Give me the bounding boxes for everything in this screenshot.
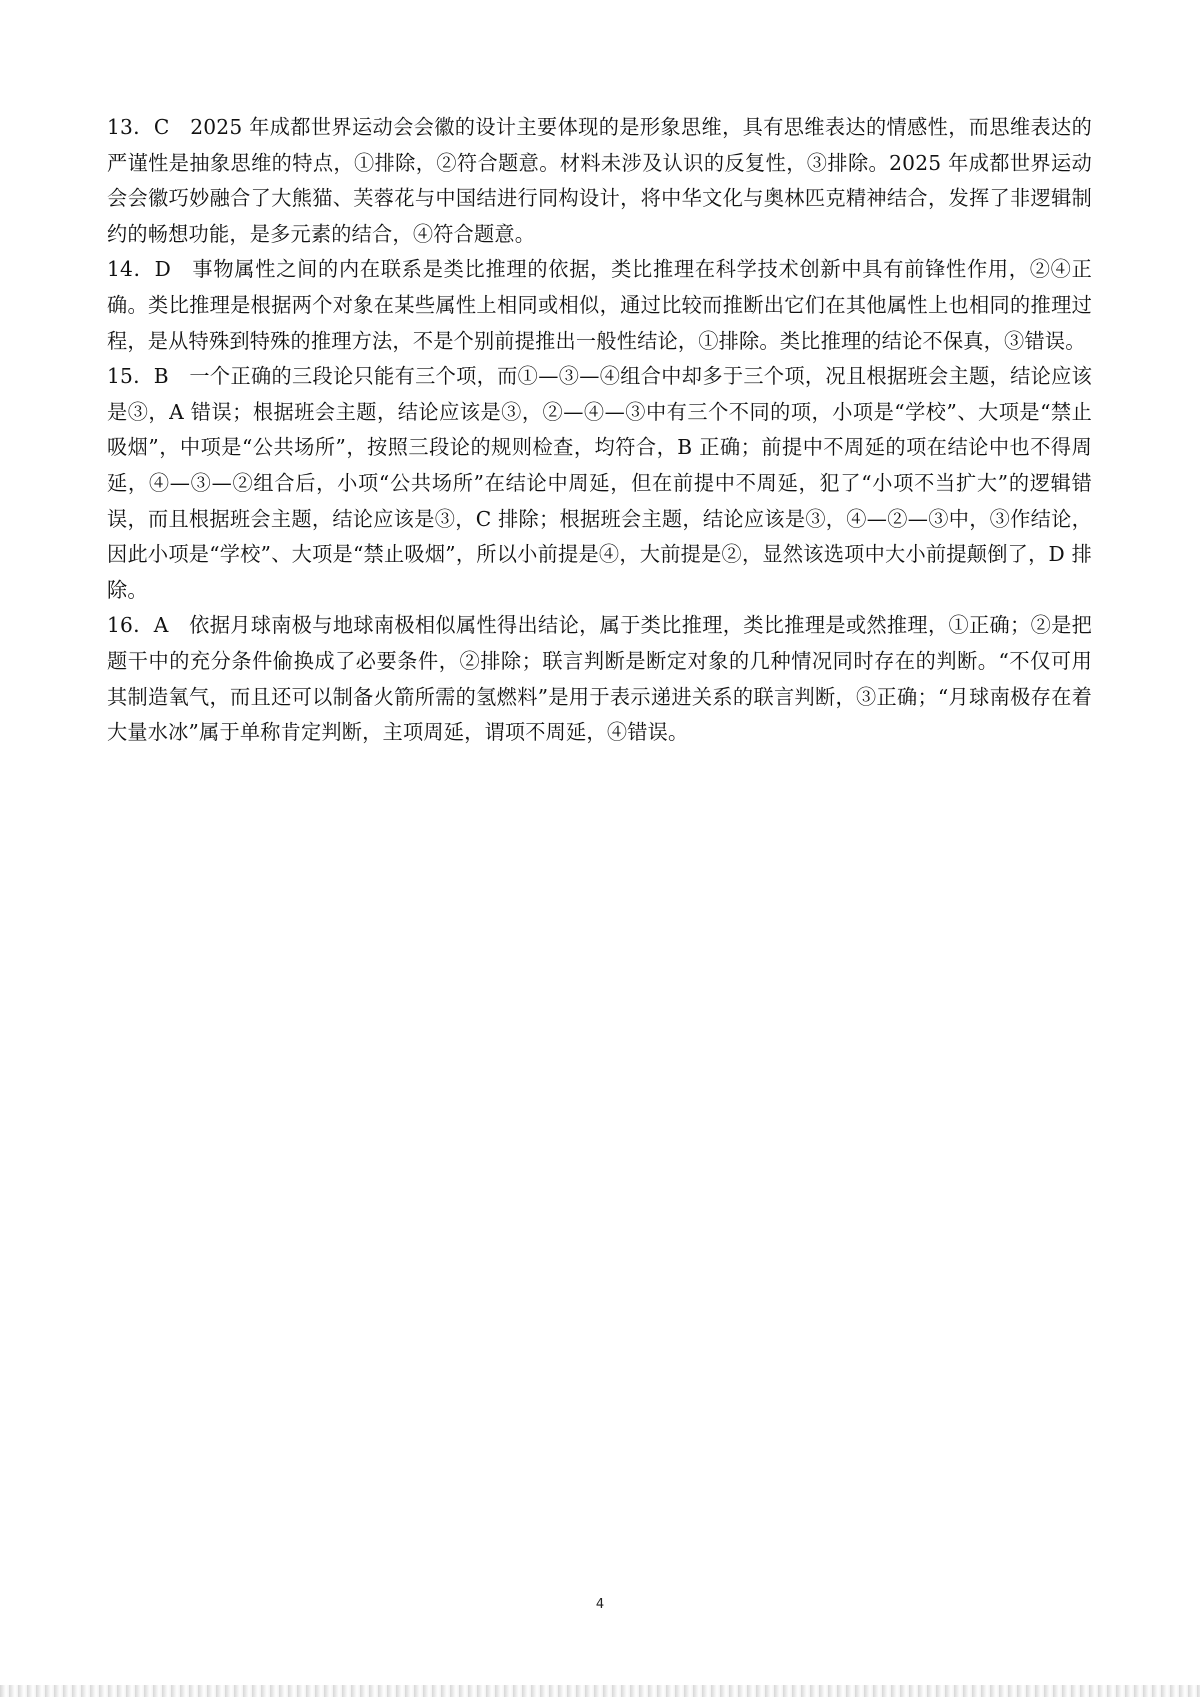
answer-15: 15．B 一个正确的三段论只能有三个项，而①—③—④组合中却多于三个项，况且根据班会主题，结论应该是③，A 错误；根据班会主题，结论应该是③，②—④—③中有三个不同的项，小项是“学校”、大项是“禁止吸烟”，中项是“公共场所”，按照三段论的规则检查，均符合，B 正确；前提中不周延的项在结论中也不得周延，④—③—②组合后，小项“公共场所”在结论中周延，但在前提中不周延，犯了“小项不当扩大”的逻辑错误，而且根据班会主题，结论应该是③，C 排除；根据班会主题，结论应该是③，④—②—③中，③作结论，因此小项是“学校”、大项是“禁止吸烟”，所以小前提是④，大前提是②，显然该选项中大小前提颠倒了，D 排除。 bbox=[107, 364, 1092, 602]
answer-16: 16．A 依据月球南极与地球南极相似属性得出结论，属于类比推理，类比推理是或然推理，①正确；②是把题干中的充分条件偷换成了必要条件，②排除；联言判断是断定对象的几种情况同时存在的判断。“不仅可用其制造氧气，而且还可以制备火箭所需的氢燃料”是用于表示递进关系的联言判断，③正确；“月球南极存在着大量水冰”属于单称肯定判断，主项周延，谓项不周延，④错误。 bbox=[107, 613, 1092, 745]
page-number: 4 bbox=[595, 1597, 605, 1612]
scan-edge-artifact bbox=[0, 1685, 1200, 1697]
answer-14: 14．D 事物属性之间的内在联系是类比推理的依据，类比推理在科学技术创新中具有前锋性作用，②④正确。类比推理是根据两个对象在某些属性上相同或相似，通过比较而推断出它们在其他属性上也相同的推理过程，是从特殊到特殊的推理方法，不是个别前提推出一般性结论，①排除。类比推理的结论不保真，③错误。 bbox=[107, 257, 1092, 353]
answer-13: 13．C 2025 年成都世界运动会会徽的设计主要体现的是形象思维，具有思维表达的情感性，而思维表达的严谨性是抽象思维的特点，①排除，②符合题意。材料未涉及认识的反复性，③排除。2025 年成都世界运动会会徽巧妙融合了大熊猫、芙蓉花与中国结进行同构设计，将中华文化与奥林匹克精神结合，发挥了非逻辑制约的畅想功能，是多元素的结合，④符合题意。 bbox=[107, 115, 1092, 246]
answer-explanations bbox=[107, 110, 1092, 751]
